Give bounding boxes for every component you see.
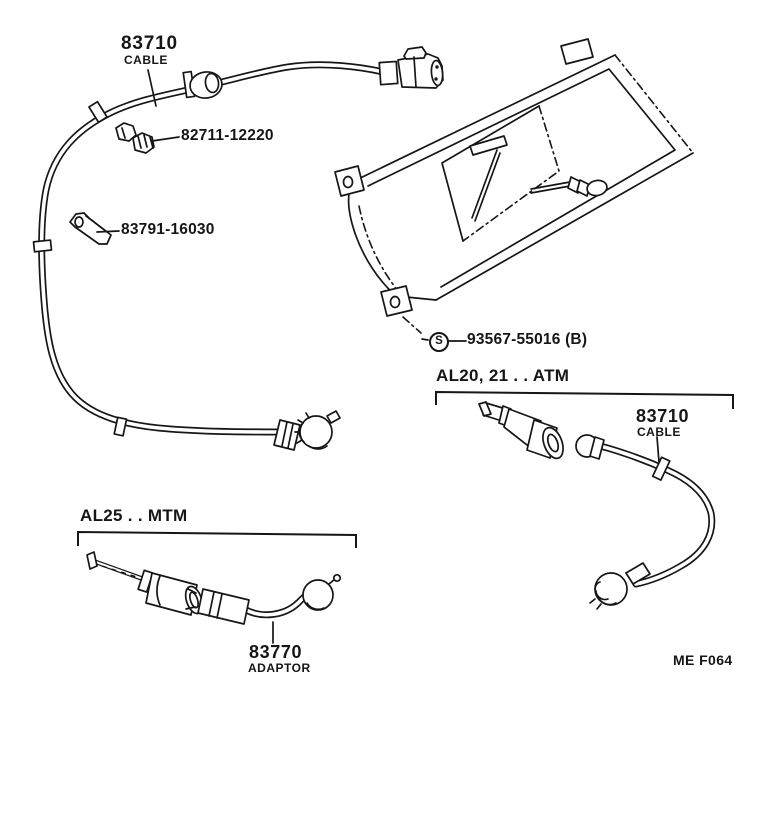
section-bracket-mtm [78,532,356,547]
part-number-bracket: 83791-16030 [121,221,215,238]
screw-drawing [531,177,608,197]
part-label-main-cable: CABLE [124,53,168,67]
ferrule-ring [34,240,52,252]
part-label-atm-cable: CABLE [637,425,681,439]
section-title-mtm: AL25 . . MTM [80,506,188,525]
adaptor-body-icon [198,589,249,624]
leader-lines [97,70,659,643]
main-speedo-cable-drawing [34,47,444,450]
part-number-screw: 93567-55016 (B) [467,331,588,348]
part-label-adaptor: ADAPTOR [248,661,311,675]
leader-atm-cable [657,437,659,462]
bracket-drawing [70,213,111,244]
part-number-clip: 82711-12220 [181,127,274,144]
screw-head [586,179,609,198]
screw-shaft [531,182,570,193]
leader-bracket [97,231,119,232]
leader-clip [152,137,179,141]
mtm-section-drawing [78,532,356,624]
cable-tip [87,552,97,569]
adaptor-pin [334,575,340,581]
screw-symbol-badge: S [429,332,449,352]
section-title-atm: AL20, 21 . . ATM [436,366,570,385]
speedo-connector-icon [300,416,332,448]
clip-drawing [116,123,154,153]
part-number-atm-cable: 83710 [636,406,690,426]
figure-code: ME F064 [673,652,733,668]
mount-tab [561,39,593,64]
part-number-adaptor: 83770 [249,642,303,662]
connector-ferrule [379,61,397,84]
part-number-main-cable: 83710 [121,33,178,54]
ferrule-ring [89,102,107,123]
